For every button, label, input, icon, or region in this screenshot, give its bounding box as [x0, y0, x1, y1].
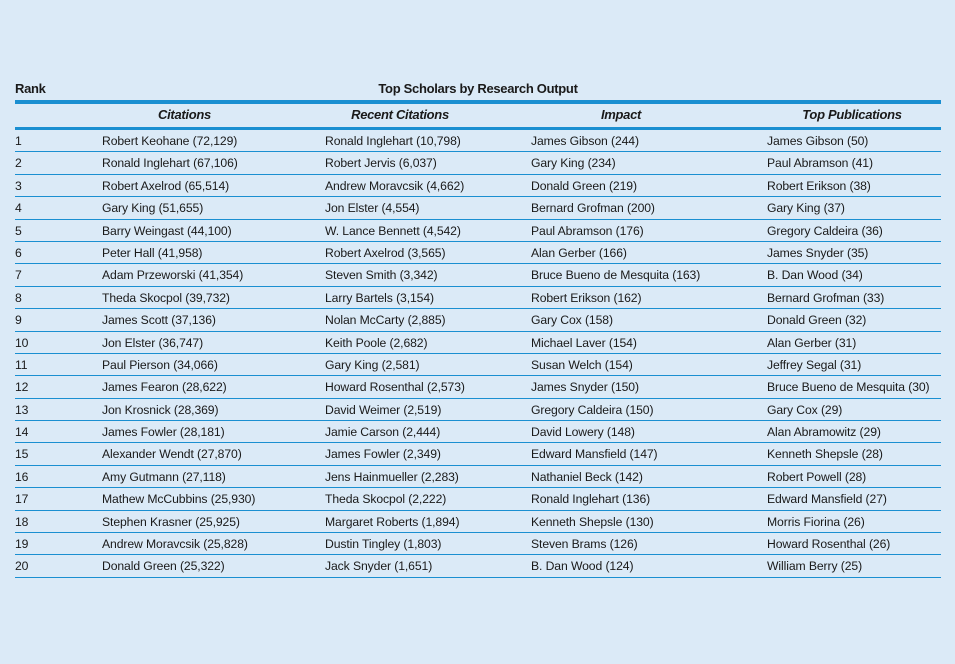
citations-cell: Barry Weingast (44,100) — [102, 223, 232, 238]
citations-cell: Donald Green (25,322) — [102, 559, 225, 574]
rank-cell: 1 — [15, 134, 22, 148]
top-publications-cell: Donald Green (32) — [767, 313, 867, 328]
recent-citations-cell: David Weimer (2,519) — [325, 402, 442, 417]
impact-cell: David Lowery (148) — [531, 425, 635, 440]
table-row — [15, 197, 941, 219]
citations-cell: Alexander Wendt (27,870) — [102, 447, 242, 462]
top-publications-cell: James Gibson (50) — [767, 134, 869, 148]
rank-cell: 19 — [15, 537, 29, 552]
impact-cell: Gary Cox (158) — [531, 313, 613, 328]
impact-cell: Nathaniel Beck (142) — [531, 469, 643, 484]
table-row — [15, 309, 941, 331]
impact-cell: Gregory Caldeira (150) — [531, 402, 654, 417]
recent-citations-cell: Theda Skocpol (2,222) — [325, 492, 447, 507]
table-row — [15, 555, 941, 577]
citations-cell: Jon Elster (36,747) — [102, 335, 204, 350]
top-publications-cell: B. Dan Wood (34) — [767, 268, 863, 283]
impact-cell: Ronald Inglehart (136) — [531, 492, 651, 507]
top-publications-cell: Edward Mansfield (27) — [767, 492, 887, 507]
column-header-recent-citations: Recent Citations — [351, 107, 449, 122]
recent-citations-cell: W. Lance Bennett (4,542) — [325, 223, 461, 238]
table-row — [15, 421, 941, 443]
impact-cell: Kenneth Shepsle (130) — [531, 514, 654, 529]
rank-cell: 8 — [15, 290, 22, 305]
table-title-row — [15, 80, 941, 100]
table-row — [15, 399, 941, 421]
table-title: Top Scholars by Research Output — [378, 81, 578, 96]
rank-cell: 12 — [15, 380, 29, 395]
table-row — [15, 376, 941, 398]
citations-cell: Ronald Inglehart (67,106) — [102, 156, 238, 171]
rank-cell: 15 — [15, 447, 29, 462]
citations-cell: Amy Gutmann (27,118) — [102, 469, 226, 484]
table-row — [15, 488, 941, 510]
citations-cell: Paul Pierson (34,066) — [102, 357, 218, 372]
citations-cell: Andrew Moravcsik (25,828) — [102, 537, 248, 552]
top-publications-cell: James Snyder (35) — [767, 245, 869, 260]
recent-citations-cell: Jens Hainmueller (2,283) — [325, 469, 459, 484]
impact-cell: Alan Gerber (166) — [531, 245, 627, 260]
citations-cell: Jon Krosnick (28,369) — [102, 402, 219, 417]
table-row — [15, 242, 941, 264]
impact-cell: Steven Brams (126) — [531, 537, 638, 552]
recent-citations-cell: Jack Snyder (1,651) — [325, 559, 433, 574]
recent-citations-cell: Nolan McCarty (2,885) — [325, 313, 446, 328]
recent-citations-cell: Andrew Moravcsik (4,662) — [325, 178, 465, 193]
rank-cell: 11 — [15, 357, 28, 372]
recent-citations-cell: Howard Rosenthal (2,573) — [325, 380, 465, 395]
column-header-citations: Citations — [158, 107, 211, 122]
table-row — [15, 220, 941, 242]
top-publications-cell: Bruce Bueno de Mesquita (30) — [767, 380, 930, 395]
top-publications-cell: Gregory Caldeira (36) — [767, 223, 883, 238]
top-publications-cell: Paul Abramson (41) — [767, 156, 873, 171]
table-row — [15, 511, 941, 533]
citations-cell: Peter Hall (41,958) — [102, 245, 203, 260]
recent-citations-cell: Robert Axelrod (3,565) — [325, 245, 446, 260]
scholars-table — [15, 80, 941, 578]
rank-cell: 20 — [15, 559, 29, 574]
impact-cell: Donald Green (219) — [531, 178, 637, 193]
impact-cell: Michael Laver (154) — [531, 335, 637, 350]
top-publications-cell: Robert Powell (28) — [767, 469, 867, 484]
rank-cell: 7 — [15, 268, 22, 283]
recent-citations-cell: Jon Elster (4,554) — [325, 201, 420, 216]
citations-cell: Robert Keohane (72,129) — [102, 134, 238, 148]
recent-citations-cell: Keith Poole (2,682) — [325, 335, 428, 350]
citations-cell: James Fowler (28,181) — [102, 425, 225, 440]
table-row — [15, 332, 941, 354]
rank-cell: 6 — [15, 245, 22, 260]
column-header-row — [15, 104, 941, 127]
rank-cell: 18 — [15, 514, 29, 529]
impact-cell: James Snyder (150) — [531, 380, 639, 395]
table-row — [15, 466, 941, 488]
rank-cell: 4 — [15, 201, 22, 216]
top-publications-cell: Kenneth Shepsle (28) — [767, 447, 883, 462]
table-row — [15, 354, 941, 376]
rank-header: Rank — [15, 81, 46, 96]
top-publications-cell: Gary King (37) — [767, 201, 845, 216]
rank-cell: 14 — [15, 425, 29, 440]
citations-cell: James Scott (37,136) — [102, 313, 216, 328]
citations-cell: James Fearon (28,622) — [102, 380, 227, 395]
citations-cell: Stephen Krasner (25,925) — [102, 514, 240, 529]
column-header-impact: Impact — [600, 107, 642, 122]
top-publications-cell: Bernard Grofman (33) — [767, 290, 885, 305]
recent-citations-cell: Gary King (2,581) — [325, 357, 420, 372]
citations-cell: Theda Skocpol (39,732) — [102, 290, 230, 305]
rank-cell: 13 — [15, 402, 29, 417]
rank-cell: 5 — [15, 223, 22, 238]
rank-cell: 16 — [15, 469, 29, 484]
citations-cell: Adam Przeworski (41,354) — [102, 268, 244, 283]
recent-citations-cell: Dustin Tingley (1,803) — [325, 537, 442, 552]
impact-cell: James Gibson (244) — [531, 134, 639, 148]
top-publications-cell: Jeffrey Segal (31) — [767, 357, 862, 372]
column-header-top-publications: Top Publications — [802, 107, 902, 122]
recent-citations-cell: Larry Bartels (3,154) — [325, 290, 434, 305]
impact-cell: Paul Abramson (176) — [531, 223, 644, 238]
recent-citations-cell: Jamie Carson (2,444) — [325, 425, 441, 440]
recent-citations-cell: Robert Jervis (6,037) — [325, 156, 437, 171]
rank-cell: 17 — [15, 492, 29, 507]
rank-cell: 9 — [15, 313, 22, 328]
impact-cell: B. Dan Wood (124) — [531, 559, 634, 574]
top-publications-cell: Alan Gerber (31) — [767, 335, 857, 350]
table-row — [15, 130, 941, 152]
top-publications-cell: Gary Cox (29) — [767, 402, 843, 417]
impact-cell: Susan Welch (154) — [531, 357, 633, 372]
rank-cell: 10 — [15, 335, 29, 350]
table-row — [15, 264, 941, 286]
impact-cell: Edward Mansfield (147) — [531, 447, 658, 462]
impact-cell: Bernard Grofman (200) — [531, 201, 655, 216]
recent-citations-cell: James Fowler (2,349) — [325, 447, 441, 462]
table-row — [15, 443, 941, 465]
citations-cell: Mathew McCubbins (25,930) — [102, 492, 256, 507]
table-row — [15, 287, 941, 309]
citations-cell: Gary King (51,655) — [102, 201, 204, 216]
rank-cell: 3 — [15, 178, 22, 193]
top-publications-cell: William Berry (25) — [767, 559, 863, 574]
recent-citations-cell: Margaret Roberts (1,894) — [325, 514, 460, 529]
citations-cell: Robert Axelrod (65,514) — [102, 178, 230, 193]
table-body — [15, 130, 941, 578]
recent-citations-cell: Steven Smith (3,342) — [325, 268, 438, 283]
recent-citations-cell: Ronald Inglehart (10,798) — [325, 134, 461, 148]
table-row — [15, 533, 941, 555]
impact-cell: Gary King (234) — [531, 156, 616, 171]
top-publications-cell: Alan Abramowitz (29) — [767, 425, 881, 440]
impact-cell: Robert Erikson (162) — [531, 290, 642, 305]
rank-cell: 2 — [15, 156, 22, 171]
top-publications-cell: Howard Rosenthal (26) — [767, 537, 891, 552]
table-row — [15, 152, 941, 174]
top-publications-cell: Robert Erikson (38) — [767, 178, 871, 193]
top-publications-cell: Morris Fiorina (26) — [767, 514, 865, 529]
impact-cell: Bruce Bueno de Mesquita (163) — [531, 268, 701, 283]
table-row — [15, 175, 941, 197]
